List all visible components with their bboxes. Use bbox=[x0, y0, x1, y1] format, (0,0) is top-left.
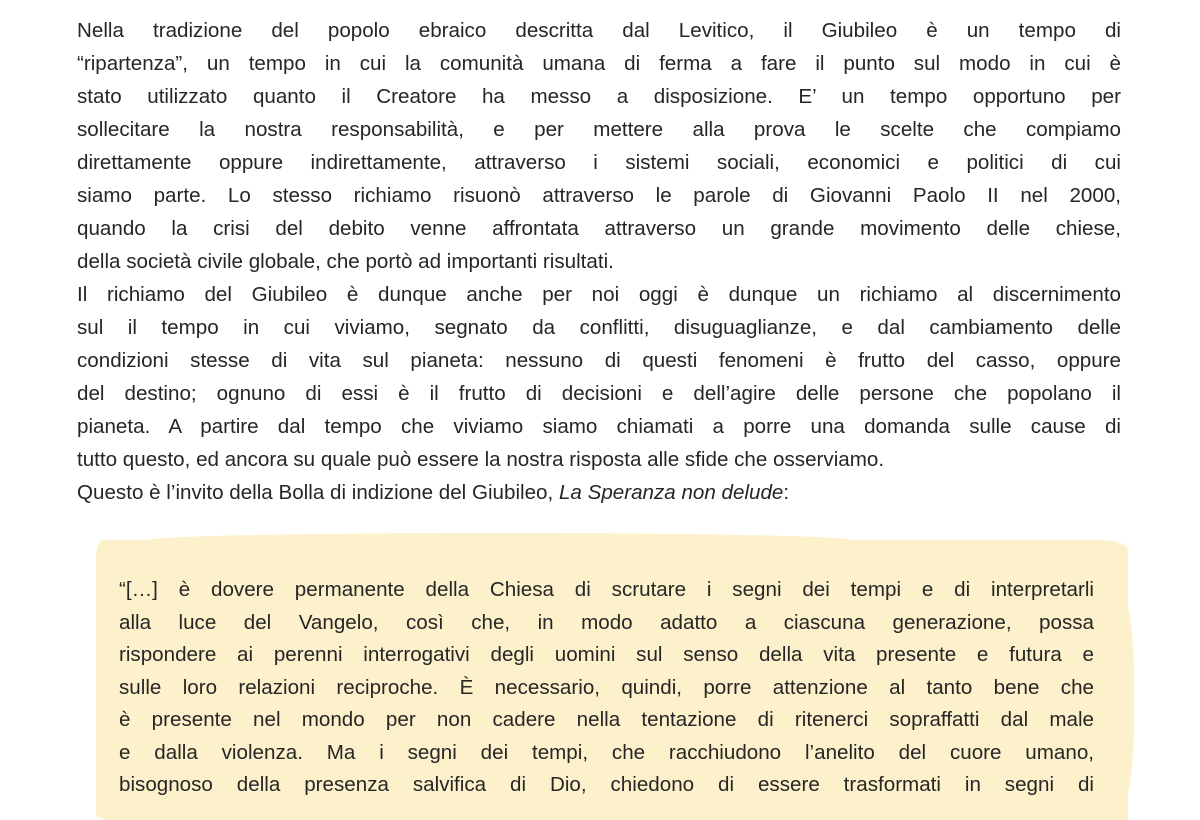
paragraph-2-line: pianeta. A partire dal tempo che viviamo siamo chiamati a porre una domanda sulle cause di bbox=[77, 415, 1121, 438]
quote-line: è presente nel mondo per non cadere nella tentazione di ritenerci sopraffatti dal male bbox=[119, 708, 1094, 731]
quote-block bbox=[119, 574, 1094, 802]
intro-text: Questo è l’invito della Bolla di indizione del Giubileo, bbox=[77, 481, 559, 504]
paragraph-1-line: sollecitare la nostra responsabilità, e per mettere alla prova le scelte che compiamo bbox=[77, 118, 1121, 141]
paragraph-2-line: del destino; ognuno di essi è il frutto di decisioni e dell’agire delle persone che popolano il bbox=[77, 382, 1121, 405]
paragraph-1-line: stato utilizzato quanto il Creatore ha messo a disposizione. E’ un tempo opportuno per bbox=[77, 85, 1121, 108]
paragraph-1-line: siamo parte. Lo stesso richiamo risuonò attraverso le parole di Giovanni Paolo II nel 2000, bbox=[77, 184, 1121, 207]
quote-line: rispondere ai perenni interrogativi degli uomini sul senso della vita presente e futura e bbox=[119, 643, 1094, 666]
intro-colon: : bbox=[783, 481, 790, 504]
paragraph-1-line: quando la crisi del debito venne affrontata attraverso un grande movimento delle chiese, bbox=[77, 217, 1121, 240]
paragraph-1-line: della società civile globale, che portò ad importanti risultati. bbox=[77, 250, 614, 273]
paragraph-1-line: direttamente oppure indirettamente, attraverso i sistemi sociali, economici e politici di cui bbox=[77, 151, 1121, 174]
intro-line bbox=[77, 476, 1121, 509]
bull-title: La Speranza non delude bbox=[558, 481, 784, 504]
quote-highlight-edge bbox=[1108, 600, 1134, 800]
paragraph-2-line: sul il tempo in cui viviamo, segnato da conflitti, disuguaglianze, e dal cambiamento delle bbox=[77, 316, 1121, 339]
quote-line: e dalla violenza. Ma i segni dei tempi, che racchiudono l’anelito del cuore umano, bbox=[119, 740, 1094, 764]
paragraph-2-line: condizioni stesse di vita sul pianeta: nessuno di questi fenomeni è frutto del casso, oppure bbox=[77, 349, 1121, 372]
quote-line: alla luce del Vangelo, così che, in modo adatto a ciascuna generazione, possa bbox=[119, 610, 1094, 634]
quote-line: sulle loro relazioni reciproche. È necessario, quindi, porre attenzione al tanto bene che bbox=[119, 675, 1094, 699]
paragraph-2-line: tutto questo, ed ancora su quale può essere la nostra risposta alle sfide che osserviamo. bbox=[77, 448, 885, 471]
paragraph-1-line: Nella tradizione del popolo ebraico descritta dal Levitico, il Giubileo è un tempo di bbox=[77, 19, 1121, 42]
quote-line: bisognoso della presenza salvifica di Dio, chiedono di essere trasformati in segni di bbox=[119, 773, 1094, 796]
body-text bbox=[77, 14, 1121, 509]
paragraph-1-line: “ripartenza”, un tempo in cui la comunità umana di ferma a fare il punto sul modo in cui è bbox=[77, 52, 1121, 75]
paragraph-2-line: Il richiamo del Giubileo è dunque anche per noi oggi è dunque un richiamo al discernimento bbox=[77, 283, 1121, 306]
quote-line: “[…] è dovere permanente della Chiesa di scrutare i segni dei tempi e di interpretarli bbox=[119, 578, 1094, 601]
